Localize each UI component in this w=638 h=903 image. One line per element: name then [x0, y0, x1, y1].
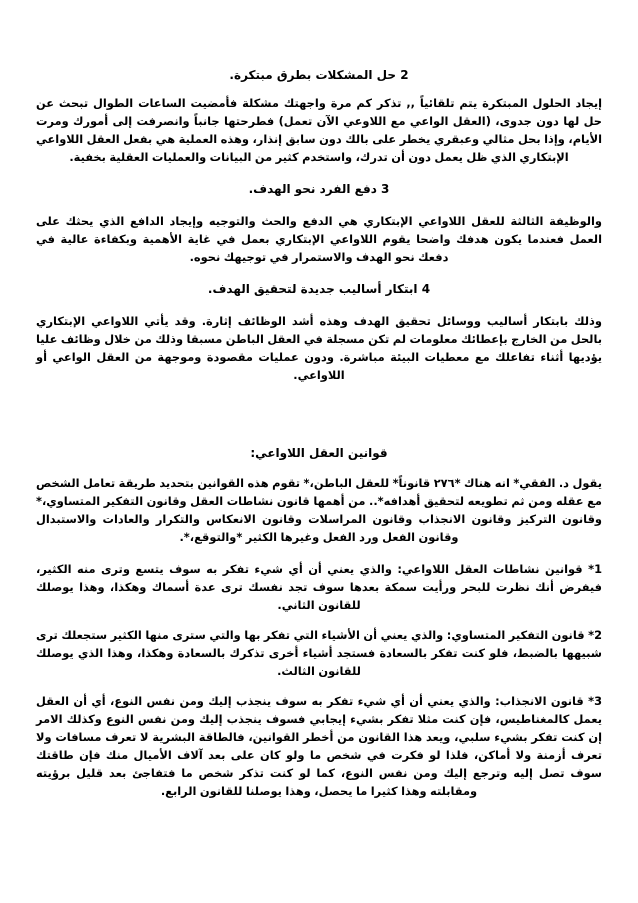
- law-1: 1* قوانين نشاطات العقل اللاواعي: والذي يعني أن أي شيء تفكر به سوف يتسع وترى منه الكثير، فيفرض أنك نظرت للبحر ورأيت سمكة بعدها سوف تجد نفسك ترى عدة أسماك وهكذا، وهذا يوصلك للقانون الثاني.: [36, 562, 602, 612]
- law-2: 2* قانون التفكير المتساوي: والذي يعني أن الأشياء التي تفكر بها والتي سترى منها الكثير ستجعلك ترى شبيهها بالضبط، فلو كنت تفكر بالسعادة فستجد أشياء أخرى تذكرك بالسعادة وهكذا، وهذا الذي يوصلك للقانون الثالث.: [36, 628, 602, 678]
- section-3-body: والوظيفة الثالثة للعقل اللاواعي الإبتكاري هي الدفع والحث والتوجيه وإيجاد الدافع الذي يحثك على العمل فعندما يكون هدفك واضحا يقوم اللاواعي الإبتكاري بعمل في غاية الأهمية وبكفاءة عالية في دفعك نحو الهدف والاستمرار في توجيهك نحوه.: [36, 214, 602, 264]
- section-4-heading: 4 ابتكار أساليب جديدة لتحقيق الهدف.: [207, 282, 431, 296]
- section-2-heading: 2 حل المشكلات بطرق مبتكرة.: [229, 68, 409, 82]
- section-2-body: إيجاد الحلول المبتكرة يتم تلقائياً ,, تذكر كم مرة واجهتك مشكلة فأمضيت الساعات الطوال تبحث عن حل لها دون جدوى، (العقل الواعي مع اللاوعي الآن تعمل) فطرحتها جانباً وانصرفت إلى أمورك ومرت الأيام، وإذا بحل مثالي وعبقري يخطر على بالك دون سابق إنذار، وهذه العملية هي بفعل العقل اللاواعي الإبتكاري الذي ظل يعمل دون أن تدرك، واستخدم كثير من البيانات والعمليات العقلية بخفية.: [36, 96, 602, 164]
- section-3-heading: 3 دفع الفرد نحو الهدف.: [248, 182, 390, 196]
- law-3: 3* قانون الانجذاب: والذي يعني أن أي شيء تفكر به سوف ينجذب إليك ومن نفس النوع، أي أن العقل يعمل كالمغناطيس، فإن كنت مثلا تفكر بشيء إيجابي فسوف ينجذب إليك ومن نفس النوع وكذلك الامر إن كنت تفكر بشيء سلبي، ويعد هذا القانون من أخطر القوانين، فالطاقة البشرية لا تعرف مسافات ولا تعرف أزمنة ولا أماكن، فلذا لو فكرت في شخص ما ولو كان على بعد آلاف الأميال منك فإن طاقتك سوف تصل إليه وترجع إليك ومن نفس النوع، كما لو كنت تذكر شخص ما فتفاجئ بعد قليل برؤيته ومقابلته وهذا كثيرا ما يحصل، وهذا يوصلنا للقانون الرابع.: [36, 694, 602, 798]
- laws-title: قوانين العقل اللاواعي:: [250, 446, 388, 460]
- section-spacer: [36, 398, 602, 444]
- laws-intro: يقول د. الفقي* انه هناك *٢٧٦ قانوناً* للعقل الباطن،* تقوم هذه القوانين بتحديد طريقة تعامل الشخص مع عقله ومن ثم تطويعه لتحقيق أهدافه*.. من أهمها قانون نشاطات العقل وقانون التفكير المتساوي،* وقانون التركيز وقانون الانجذاب وقانون المراسلات وقانون الانعكاس والتكرار والعادات والاستبدال وقانون الفعل ورد الفعل وغيرها الكثير *والتوقع،*.: [36, 476, 602, 544]
- section-4-body: وذلك بابتكار أساليب ووسائل تحقيق الهدف وهذه أشد الوظائف إثارة. وقد يأتي اللاواعي الإبتكاري بالحل من الخارج بإعطائك معلومات لم تكن مسجلة في العقل الباطن مسبقا وذلك من خلال وظائف عليا يؤديها أثناء تفاعلك مع معطيات البيئة مباشرة. ودون عمليات مقصودة وموجهة من العقل الواعي أو اللاواعي.: [36, 314, 602, 382]
